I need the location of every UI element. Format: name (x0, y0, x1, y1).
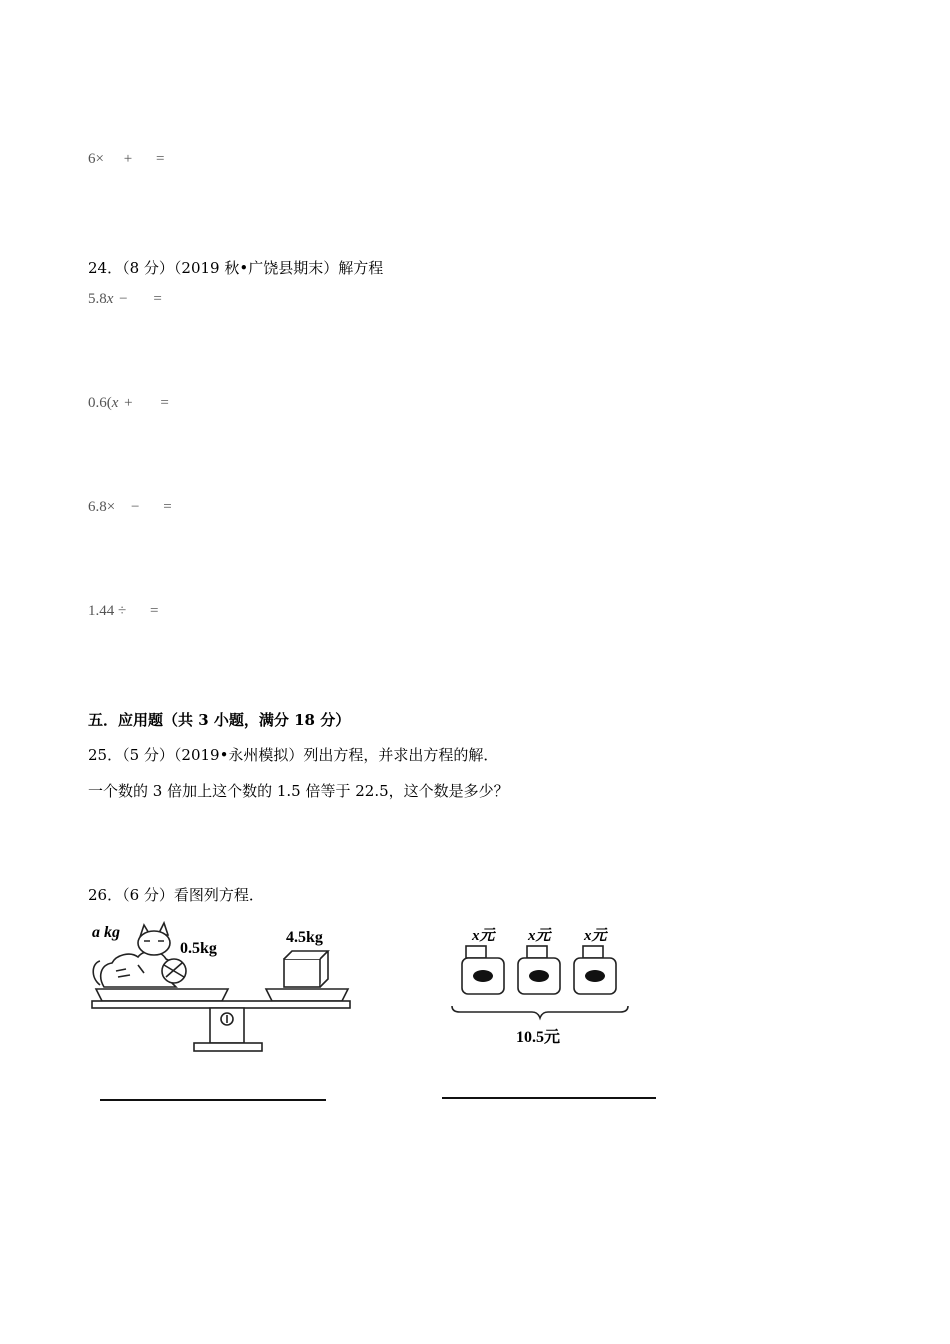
question-24-header: 24．（8 分）（2019 秋•广饶县期末）解方程 (88, 259, 384, 277)
eq-part: 5.8 (88, 291, 107, 307)
right-pan (266, 989, 348, 1001)
eq-part: − (130, 499, 140, 515)
question-25-header: 25．（5 分）（2019•永州模拟）列出方程，并求出方程的解． (88, 746, 499, 764)
eq-part: 1.44 ÷ (88, 603, 127, 619)
equation-24-1 (88, 291, 162, 308)
jar-icon (574, 946, 616, 994)
question-25-text: 一个数的 3 倍加上这个数的 1.5 倍等于 22.5，这个数是多少？ (88, 782, 509, 800)
jar-icon (518, 946, 560, 994)
scale-beam (92, 1001, 350, 1008)
brace (452, 1006, 628, 1018)
eq-part: + (124, 395, 133, 411)
eq-part: 6× (88, 151, 104, 167)
eq-variable: x (106, 291, 114, 307)
jar-price-label: x元 (472, 928, 495, 944)
total-price-label: 10.5元 (516, 1029, 561, 1046)
scale-base (194, 1043, 262, 1051)
left-pan (96, 989, 228, 1001)
box-weight-label: 4.5kg (286, 929, 323, 946)
eq-part: 0.6( (88, 395, 112, 411)
jar-price-label: x元 (584, 928, 607, 944)
eq-part: + (123, 151, 133, 167)
jar-price-label: x元 (528, 928, 551, 944)
eq-variable: x (111, 395, 119, 411)
eq-part: = (149, 603, 159, 619)
eq-part: = (155, 151, 165, 167)
equation-24-4 (88, 603, 158, 620)
jars-figure (446, 922, 636, 1052)
eq-part: = (163, 499, 172, 515)
box-icon (284, 951, 328, 987)
balance-scale-figure (86, 915, 356, 1065)
answer-line-2[interactable] (442, 1097, 656, 1099)
section-5-title: 五．应用题（共 3 小题，满分 18 分） (88, 711, 351, 729)
equation-top (88, 151, 164, 168)
cat-weight-label: a kg (92, 924, 120, 941)
eq-part: = (153, 291, 162, 307)
jar-icon (462, 946, 504, 994)
ball-icon (162, 959, 186, 983)
equation-24-3 (88, 499, 172, 516)
eq-part: = (160, 395, 169, 411)
equation-24-2 (88, 395, 169, 412)
ball-weight-label: 0.5kg (180, 940, 217, 957)
eq-part: − (119, 291, 128, 307)
eq-part: 6.8× (88, 499, 116, 515)
question-26-header: 26．（6 分）看图列方程． (88, 886, 264, 904)
answer-line-1[interactable] (100, 1099, 326, 1101)
